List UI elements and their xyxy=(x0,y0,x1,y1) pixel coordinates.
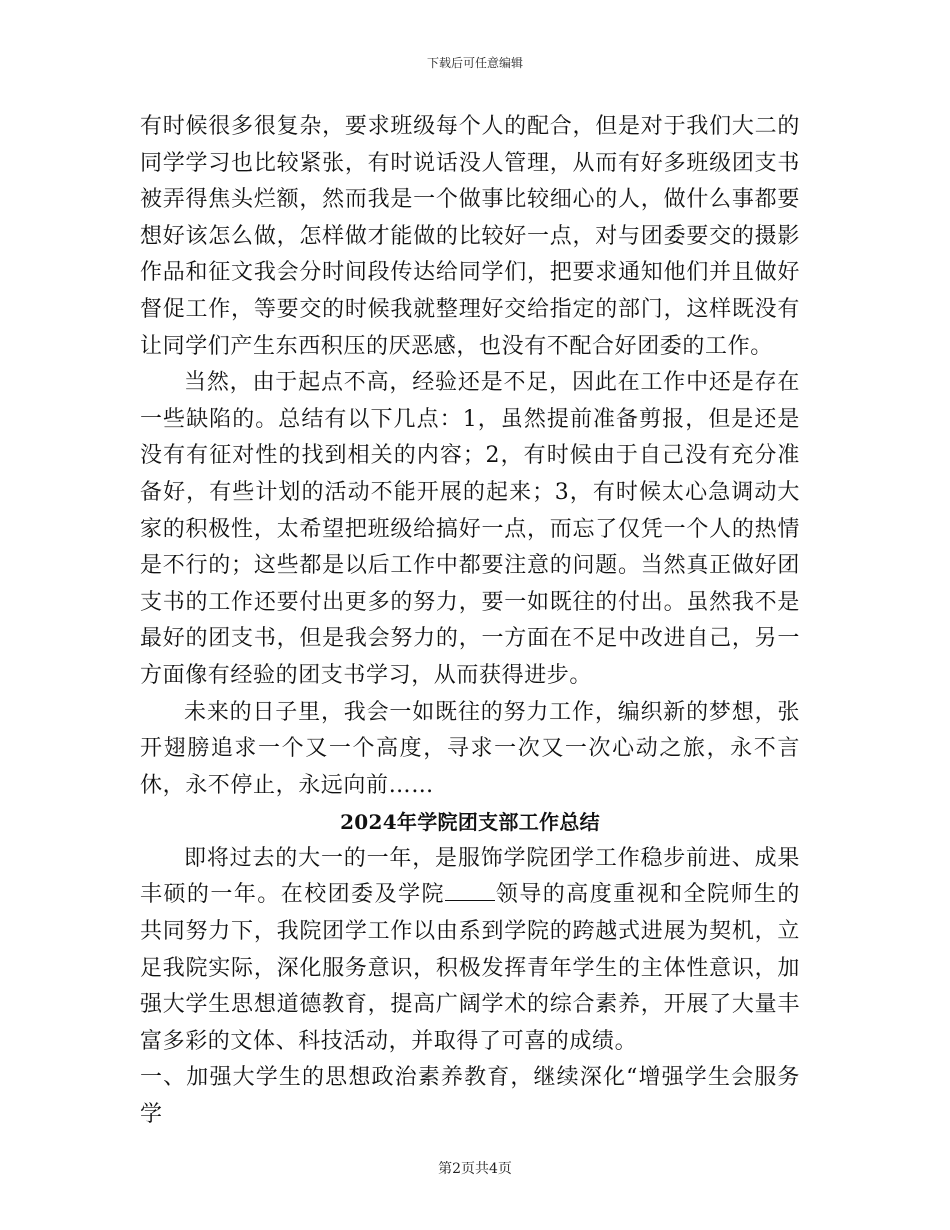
paragraph-4 xyxy=(140,841,800,1061)
paragraph-4-part-2: 领导的高度重视和全院师生的共同努力下，我院团学工作以由系到学院的跨越式进展为契机，立足我院实际，深化服务意识，积极发挥青年学生的主体性意识，加强大学生思想道德教育，提高广阔学术的综合素养，开展了大量丰富多彩的文体、科技活动，并取得了可喜的成绩。 xyxy=(140,882,800,1054)
paragraph-1: 有时候很多很复杂，要求班级每个人的配合，但是对于我们大二的同学学习也比较紧张，有时说话没人管理，从而有好多班级团支书被弄得焦头烂额，然而我是一个做事比较细心的人，做什么事都要想好该怎么做，怎样做才能做的比较好一点，对与团委要交的摄影作品和征文我会分时间段传达给同学们，把要求通知他们并且做好督促工作，等要交的时候我就整理好交给指定的部门，这样既没有让同学们产生东西积压的厌恶感，也没有不配合好团委的工作。 xyxy=(140,114,800,359)
paragraph-2: 当然，由于起点不高，经验还是不足，因此在工作中还是存在一些缺陷的。总结有以下几点：1，虽然提前准备剪报，但是还是没有有征对性的找到相关的内容；2，有时候由于自己没有充分准备好，有些计划的活动不能开展的起来；3，有时候太心急调动大家的积极性，太希望把班级给搞好一点，而忘了仅凭一个人的热情是不行的；这些都是以后工作中都要注意的问题。当然真正做好团支书的工作还要付出更多的努力，要一如既往的付出。虽然我不是最好的团支书，但是我会努力的，一方面在不足中改进自己，另一方面像有经验的团支书学习，从而获得进步。 xyxy=(140,370,800,688)
page-footer: 第2页共4页 xyxy=(438,1161,512,1177)
page-header: 下载后可任意编辑 xyxy=(426,56,523,70)
section-title: 2024年学院团支部工作总结 xyxy=(340,810,600,835)
fill-in-blank xyxy=(445,882,495,901)
paragraph-3: 未来的日子里，我会一如既往的努力工作，编织新的梦想，张开翅膀追求一个又一个高度，寻求一次又一次心动之旅，永不言休，永不停止，永远向前…… xyxy=(140,699,800,798)
paragraph-5: 一、加强大学生的思想政治素养教育，继续深化“增强学生会服务学 xyxy=(140,1065,800,1128)
paragraph-4-part-1: 即将过去的大一的一年，是服饰学院团学工作稳步前进、成果丰硕的一年。在校团委及学院 xyxy=(140,845,800,908)
document-body xyxy=(140,109,800,1134)
